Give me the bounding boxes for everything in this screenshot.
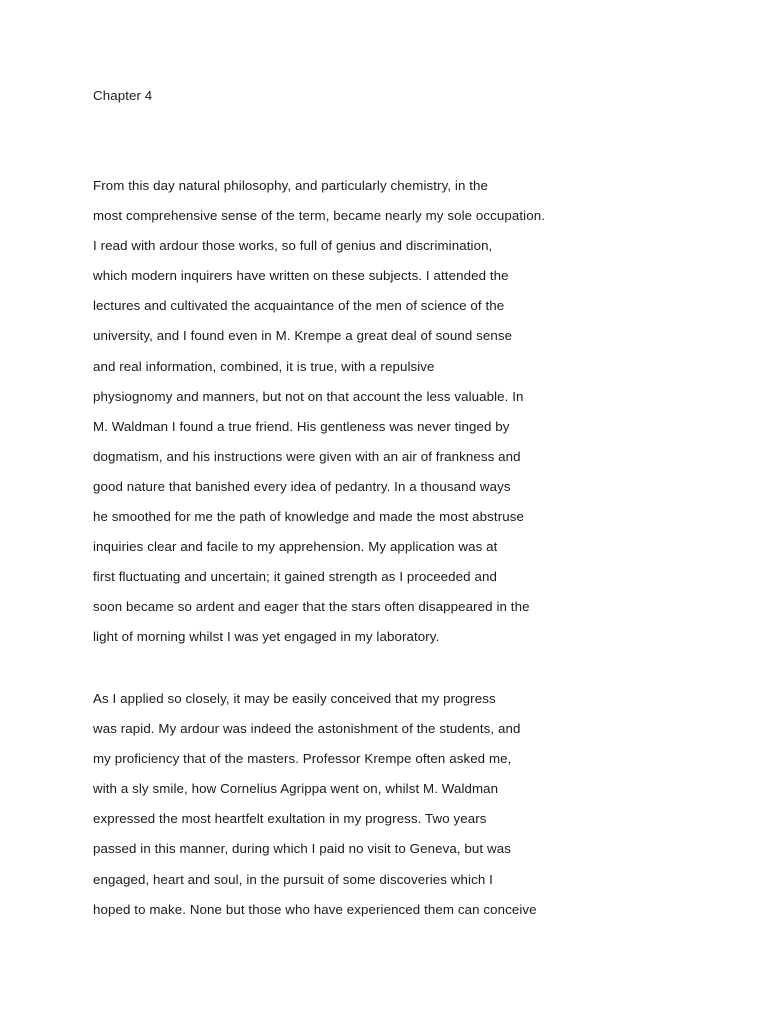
text-line: and real information, combined, it is true, with a repulsive	[93, 358, 435, 374]
text-line: expressed the most heartfelt exultation in my progress. Two years	[93, 811, 487, 827]
text-line: university, and I found even in M. Krempe a great deal of sound sense	[93, 328, 513, 344]
text-line: I read with ardour those works, so full of genius and discrimination,	[93, 238, 493, 254]
text-line: engaged, heart and soul, in the pursuit of some discoveries which I	[93, 871, 493, 887]
text-line: As I applied so closely, it may be easily conceived that my progress	[93, 691, 496, 706]
text-line: inquiries clear and facile to my apprehension. My application was at	[93, 539, 498, 555]
text-line: lectures and cultivated the acquaintance of the men of science of the	[93, 298, 505, 314]
text-line: soon became so ardent and eager that the stars often disappeared in the	[93, 599, 530, 615]
text-line: good nature that banished every idea of pedantry. In a thousand ways	[93, 478, 511, 494]
text-line: he smoothed for me the path of knowledge and made the most abstruse	[93, 509, 524, 525]
text-line: physiognomy and manners, but not on that account the less valuable. In	[93, 388, 524, 404]
text-line: passed in this manner, during which I paid no visit to Geneva, but was	[93, 841, 511, 857]
chapter-heading: Chapter 4	[93, 88, 153, 103]
text-line: hoped to make. None but those who have experienced them can conceive	[93, 901, 537, 917]
text-line: most comprehensive sense of the term, became nearly my sole occupation.	[93, 208, 546, 224]
text-line: From this day natural philosophy, and particularly chemistry, in the	[93, 178, 489, 193]
paragraph-2	[93, 684, 733, 925]
text-line: dogmatism, and his instructions were given with an air of frankness and	[93, 448, 521, 464]
paragraph-1	[93, 171, 733, 653]
text-line: which modern inquirers have written on these subjects. I attended the	[93, 268, 509, 284]
text-line: first fluctuating and uncertain; it gained strength as I proceeded and	[93, 569, 497, 585]
text-line: my proficiency that of the masters. Professor Krempe often asked me,	[93, 751, 512, 767]
text-line: with a sly smile, how Cornelius Agrippa went on, whilst M. Waldman	[93, 781, 499, 797]
text-line: M. Waldman I found a true friend. His gentleness was never tinged by	[93, 418, 510, 434]
text-line: was rapid. My ardour was indeed the astonishment of the students, and	[93, 721, 521, 737]
text-line: light of morning whilst I was yet engaged in my laboratory.	[93, 629, 440, 645]
